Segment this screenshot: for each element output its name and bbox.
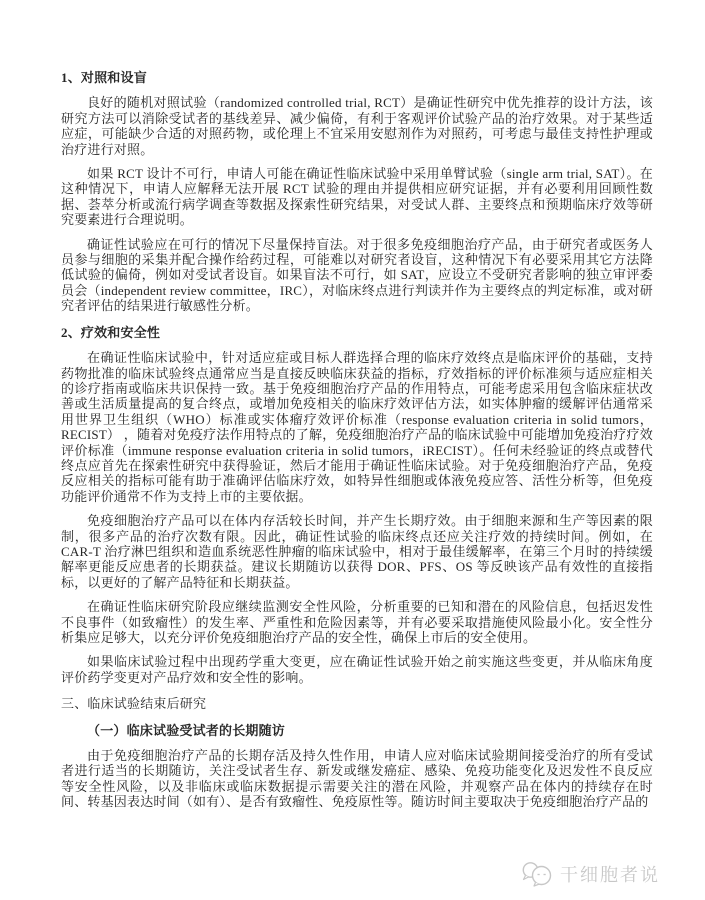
paragraph-rct-design: 良好的随机对照试验（randomized controlled trial, RCT）是确证性研究中优先推荐的设计方法，该研究方法可以消除受试者的基线差异、减少偏倚，有利于客观评价试验产品的治疗效果。对于某些适应症，可能缺少合适的对照药物，或伦理上不宜采用安慰剂作为对照药，可考虑与最佳支持性护理或治疗进行对照。 xyxy=(61,95,653,157)
watermark xyxy=(521,861,660,887)
article-body xyxy=(61,70,653,819)
paragraph-cmc-changes: 如果临床试验过程中出现药学重大变更，应在确证性试验开始之前实施这些变更，并从临床角度评价药学变更对产品疗效和安全性的影响。 xyxy=(61,654,653,685)
chat-bubbles-icon xyxy=(521,861,553,887)
heading-control-and-blinding: 1、对照和设盲 xyxy=(61,70,147,85)
paragraph-efficacy-endpoints: 在确证性临床试验中，针对适应症或目标人群选择合理的临床疗效终点是临床评价的基础，支持药物批准的临床试验终点通常应当是直接反映临床获益的指标，疗效指标的评价标准须与适应症相关的诊疗指南或临床共识保持一致。基于免疫细胞治疗产品的作用特点，可能考虑采用包含临床症状改善或生活质量提高的复合终点，或增加免疫相关的临床疗效评估方法，如实体肿瘤的缓解评估通常采用世界卫生组织（WHO）标准或实体瘤疗效评价标准（response evaluation criteria in solid tumors，RECIST） ，随着对免疫疗法作用特点的了解，免疫细胞治疗产品的临床试验中可能增加免疫治疗疗效评价标准（immune response evaluation criteria in solid tumors，iRECIST）。任何未经验证的终点或替代终点应首先在探索性研究中获得验证，然后才能用于确证性临床试验。对于免疫细胞治疗产品，免疫反应相关的指标可能有助于准确评估临床疗效，如特异性细胞或体液免疫应答、活性分析等，但免疫功能评价通常不作为支持上市的主要依据。 xyxy=(61,350,653,504)
paragraph-single-arm-trial: 如果 RCT 设计不可行，申请人可能在确证性临床试验中采用单臂试验（single arm trial, SAT）。在这种情况下，申请人应解释无法开展 RCT 试验的理由并提供相应研究证据，并有必要利用回顾性数据、荟萃分析或流行病学调查等数据及探索性研究结果，对受试人群、主要终点和预期临床疗效等研究要素进行合理说明。 xyxy=(61,166,653,228)
paragraph-long-term-efficacy: 免疫细胞治疗产品可以在体内存活较长时间，并产生长期疗效。由于细胞来源和生产等因素的限制，很多产品的治疗次数有限。因此，确证性试验的临床终点还应关注疗效的持续时间。例如，在 CAR-T 治疗淋巴组织和造血系统恶性肿瘤的临床试验中，相对于最佳缓解率，在第三个月时的持续缓解率更能反应患者的长期获益。建议长期随访以获得 DOR、PFS、OS 等反映该产品有效性的直接指标，以更好的了解产品特征和长期获益。 xyxy=(61,513,653,590)
section-heading-post-trial-research: 三、临床试验结束后研究 xyxy=(61,696,207,712)
heading-efficacy-and-safety: 2、疗效和安全性 xyxy=(61,324,161,340)
paragraph-follow-up-requirements: 由于免疫细胞治疗产品的长期存活及持久性作用，申请人应对临床试验期间接受治疗的所有受试者进行适当的长期随访，关注受试者生存、新发或继发癌症、感染、免疫功能变化及迟发性不良反应等安全性风险，以及非临床或临床数据提示需要关注的潜在风险，并观察产品在体内的持续存在时间、转基因表达时间（如有）、是否有致瘤性、免疫原性等。随访时间主要取决于免疫细胞治疗产品的 xyxy=(61,748,653,810)
watermark-label: 干细胞者说 xyxy=(560,865,660,885)
paragraph-blinding-methods: 确证性试验应在可行的情况下尽量保持盲法。对于很多免疫细胞治疗产品，由于研究者或医务人员参与细胞的采集并配合操作给药过程，可能难以对研究者设盲，这种情况下有必要采用其它方法降低试验的偏倚，例如对受试者设盲。如果盲法不可行，如 SAT，应设立不受研究者影响的独立审评委员会（independent review committee，IRC），对临床终点进行判读并作为主要终点的判定标准，或对研究者评估的结果进行敏感性分析。 xyxy=(61,236,653,314)
sub-heading-long-term-follow-up: （一）临床试验受试者的长期随访 xyxy=(87,722,286,738)
paragraph-safety-monitoring: 在确证性临床研究阶段应继续监测安全性风险，分析重要的已知和潜在的风险信息，包括迟发性不良事件（如致瘤性）的发生率、严重性和危险因素等，并有必要采取措施使风险最小化。安全性分析集应足够大，以充分评价免疫细胞治疗产品的安全性，确保上市后的安全使用。 xyxy=(61,599,653,645)
